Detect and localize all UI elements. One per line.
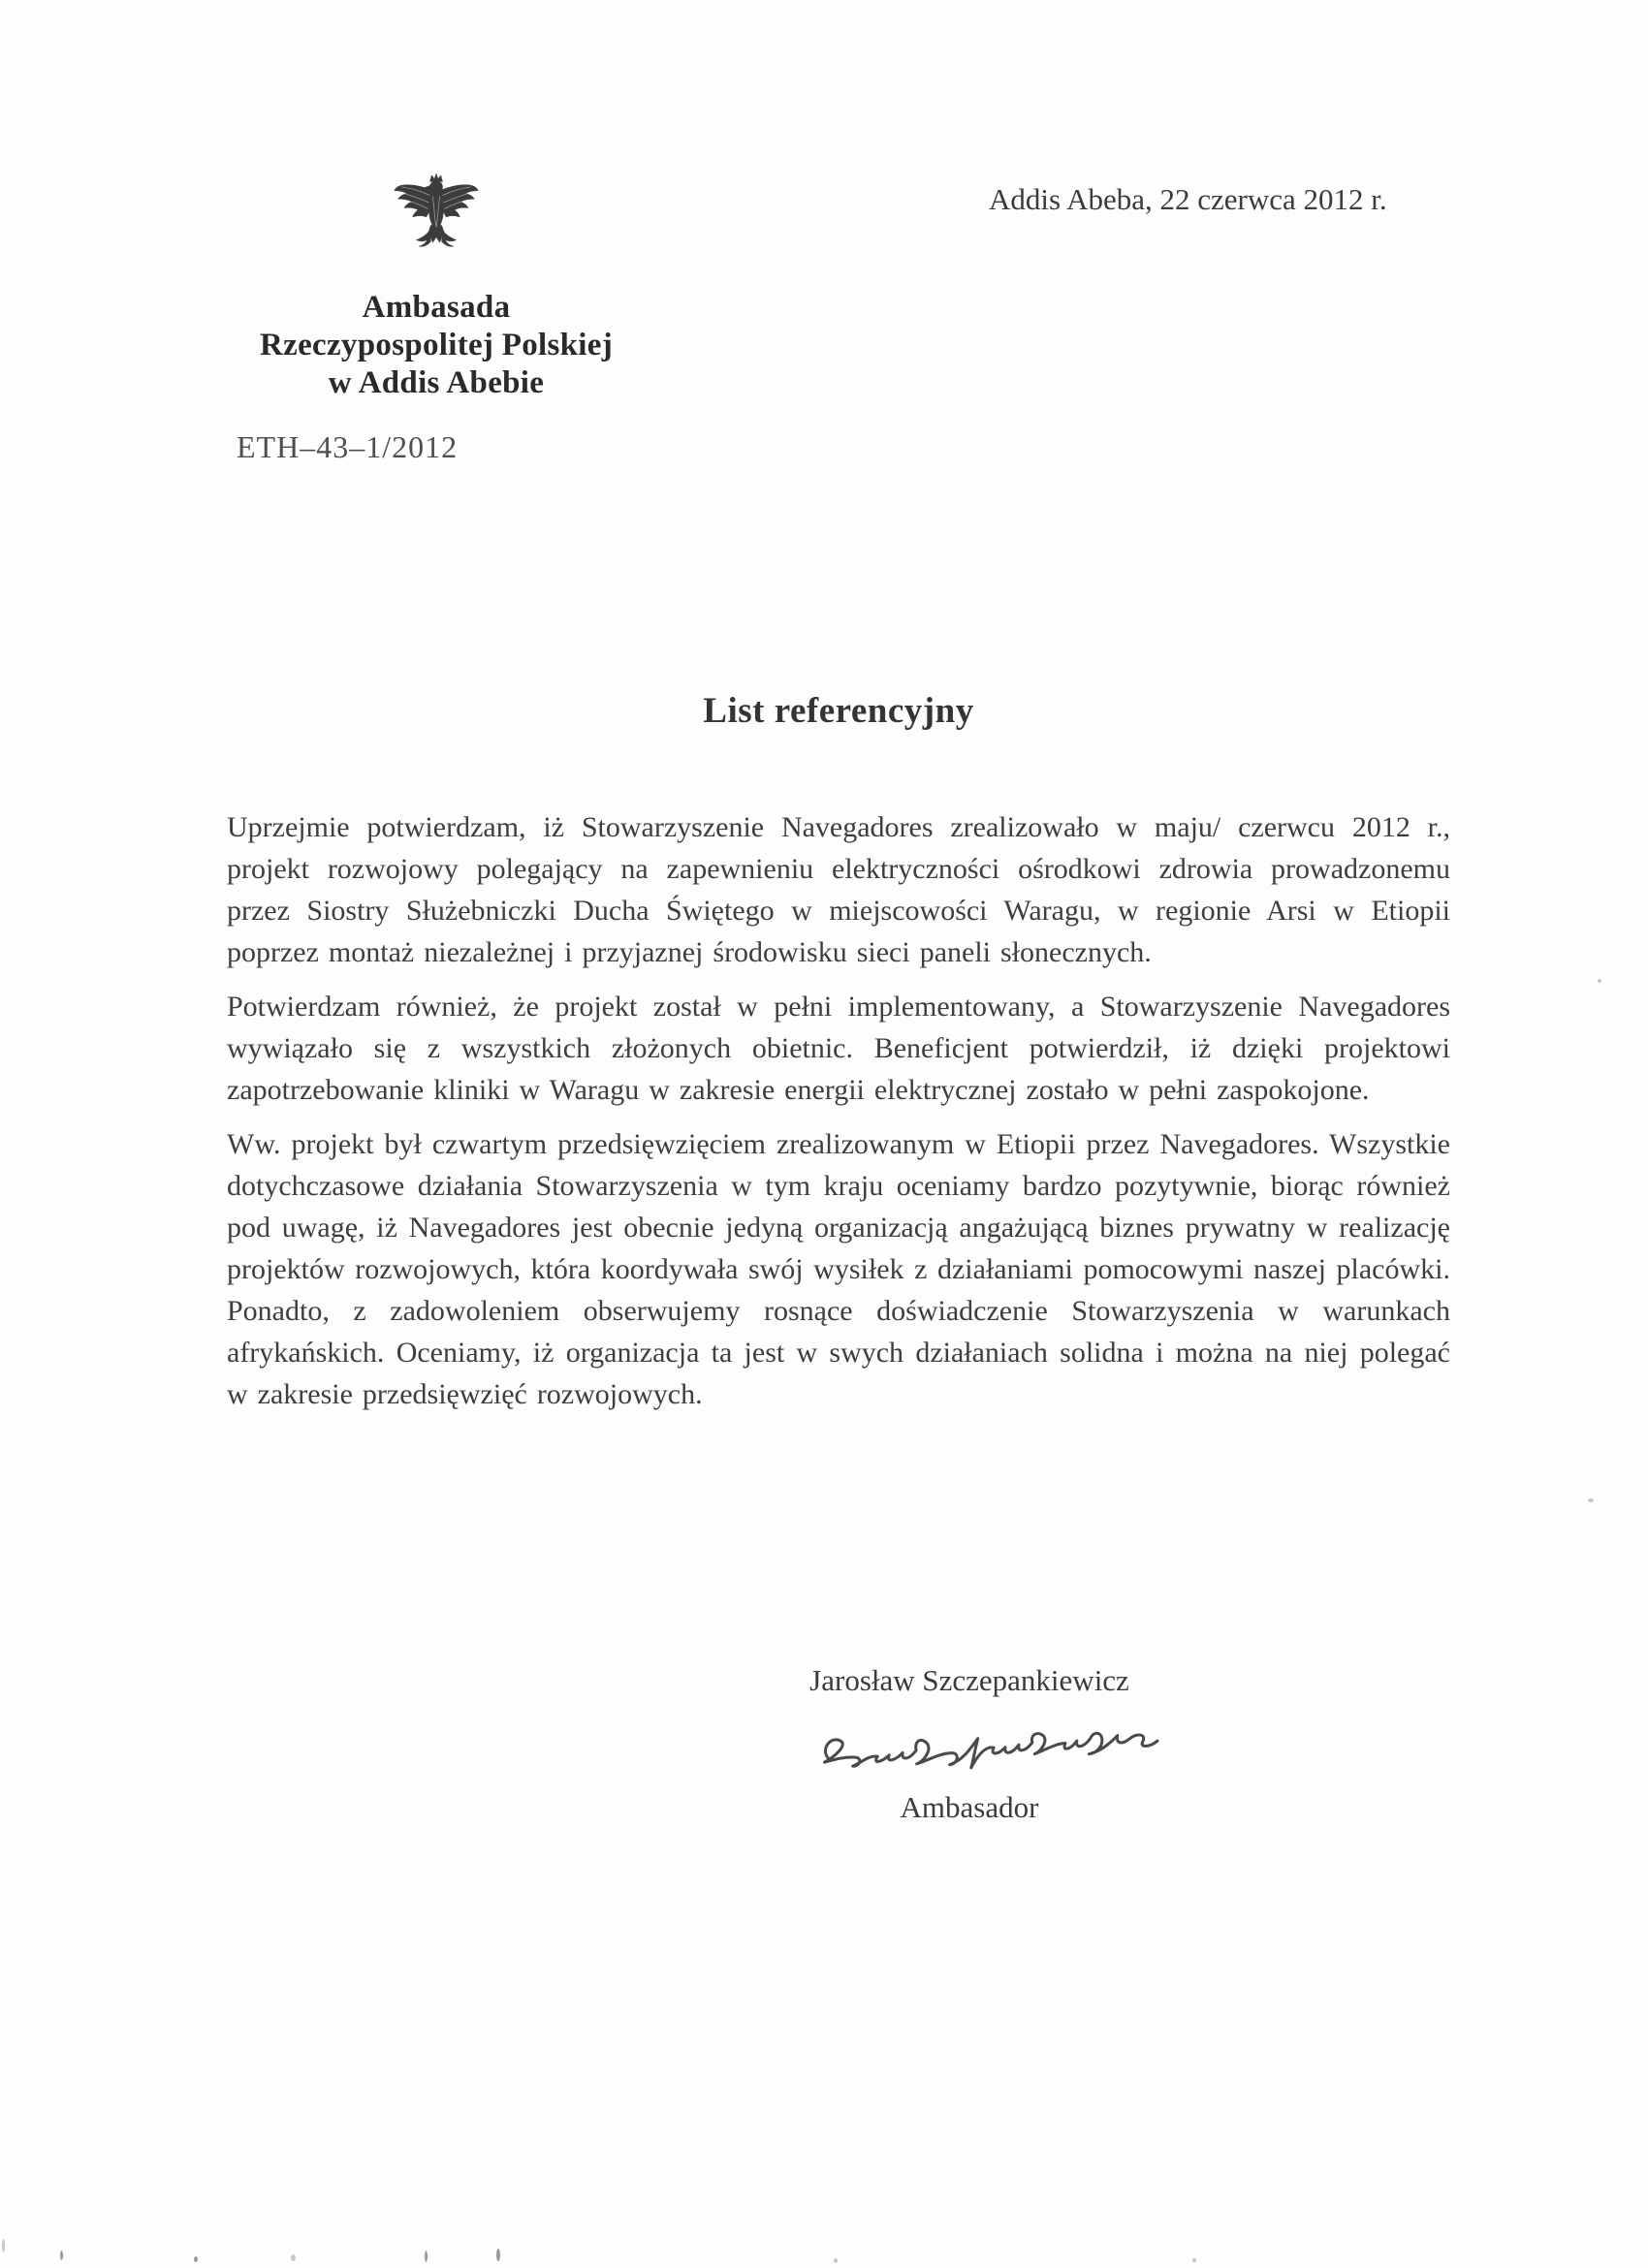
- scan-speck: [194, 2256, 198, 2262]
- scan-speck: [834, 2258, 838, 2263]
- signer-name: Jarosław Szczepankiewicz: [809, 1663, 1129, 1697]
- letter-body: [227, 806, 1450, 1428]
- embassy-letterhead: [233, 173, 640, 402]
- paragraph-1: Uprzejmie potwierdzam, iż Stowarzyszenie Navegadores zrealizowało w maju/ czerwcu 2012 r., projekt rozwojowy polegający na zapewnieniu elektryczności ośrodkowi zdrowia prowadzonemu przez Siostry Służebniczki Ducha Świętego w miejscowości Waragu, w regionie Arsi w Etiopii poprzez montaż niezależnej i przyjaznej środowisku sieci paneli słonecznych.: [227, 811, 1450, 968]
- scan-speck: [2, 2239, 5, 2252]
- scan-speck: [496, 2249, 500, 2261]
- date-line: Addis Abeba, 22 czerwca 2012 r.: [989, 182, 1387, 216]
- polish-eagle-emblem-icon: [233, 173, 640, 281]
- scan-speck: [1598, 979, 1601, 983]
- handwritten-signature-icon: [673, 1698, 1319, 1793]
- letterhead-line-3: w Addis Abebie: [328, 365, 545, 400]
- signature-block: [620, 1663, 1318, 1825]
- letterhead-line-2: Rzeczypospolitej Polskiej: [259, 328, 613, 362]
- scan-speck: [1192, 2258, 1196, 2262]
- reference-number: ETH–43–1/2012: [237, 429, 459, 464]
- document-title: List referencyjny: [703, 691, 974, 731]
- paragraph-2: Potwierdzam również, że projekt został w pełni implementowany, a Stowarzyszenie Navegadores wywiązało się z wszystkich złożonych obietnic. Beneficjent potwierdził, iż dzięki projektowi zapotrzebowanie kliniki w Waragu w zakresie energii elektrycznej zostało w pełni zaspokojone.: [227, 991, 1450, 1106]
- signer-role: Ambasador: [900, 1790, 1039, 1824]
- scan-speck: [291, 2254, 296, 2261]
- scan-speck: [425, 2251, 428, 2262]
- paragraph-3: Ww. projekt był czwartym przedsięwzięciem zrealizowanym w Etiopii przez Navegadores. Wszystkie dotychczasowe działania Stowarzyszenia w tym kraju oceniamy bardzo pozytywnie, biorąc również pod uwagę, iż Navegadores jest obecnie jedyną organizacją angażującą biznes prywatny w realizację projektów rozwojowych, która koordywała swój wysiłek z działaniami pomocowymi naszej placówki. Ponadto, z zadowoleniem obserwujemy rosnące doświadczenie Stowarzyszenia w warunkach afrykańskich. Oceniamy, iż organizacja ta jest w swych działaniach solidna i można na niej polegać w zakresie przedsięwzięć rozwojowych.: [227, 1128, 1450, 1410]
- scan-speck: [1588, 1498, 1594, 1502]
- letterhead-line-1: Ambasada: [362, 290, 511, 325]
- scan-speck: [60, 2251, 63, 2260]
